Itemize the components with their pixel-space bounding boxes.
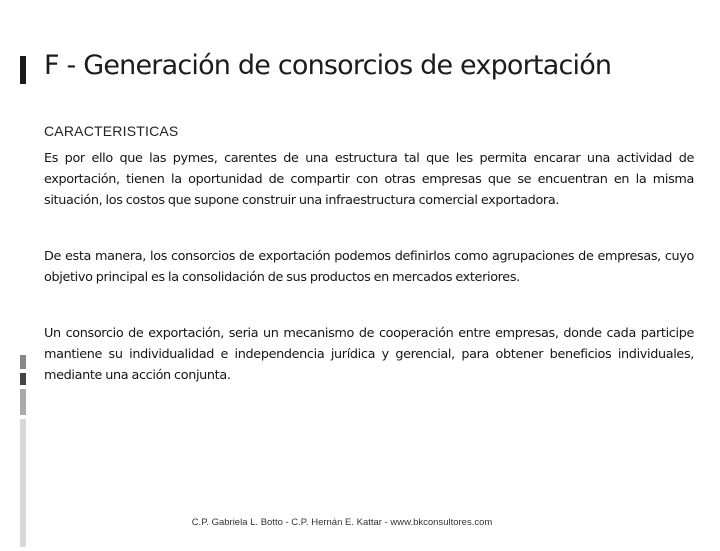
slide-content xyxy=(44,123,694,421)
paragraph-1: Es por ello que las pymes, carentes de una estructura tal que les permita encarar una actividad de exportación, tienen la oportunidad de compartir con otras empresas que se encuentran en la misma situación, los costos que supone construir una infraestructura comercial exportadora. xyxy=(44,151,694,208)
slide-title: F - Generación de consorcios de exportación xyxy=(44,50,612,81)
footer-credits: C.P. Gabriela L. Botto - C.P. Hernán E. Kattar - www.bkconsultores.com xyxy=(191,517,493,528)
side-mark-3 xyxy=(20,389,26,415)
section-heading: CARACTERISTICAS xyxy=(44,123,179,139)
paragraph-2: De esta manera, los consorcios de exportación podemos definirlos como agrupaciones de empresas, cuyo objetivo principal es la consolidación de sus productos en mercados exteriores. xyxy=(44,249,694,285)
side-mark-2 xyxy=(20,373,26,385)
paragraph-3: Un consorcio de exportación, seria un mecanismo de cooperación entre empresas, donde cada participe mantiene su individualidad e independencia jurídica y gerencial, para obtener beneficios individuales, mediante una acción conjunta. xyxy=(44,326,694,383)
side-mark-1 xyxy=(20,355,26,369)
title-accent-bar xyxy=(20,56,26,84)
